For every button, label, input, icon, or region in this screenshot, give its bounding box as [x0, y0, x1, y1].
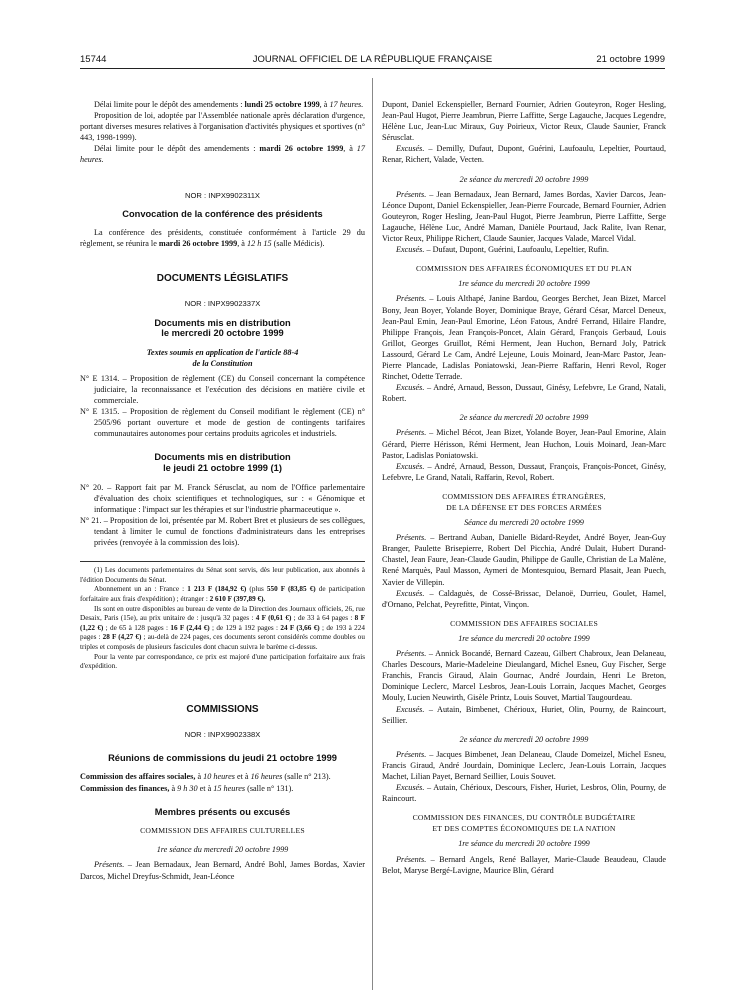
- left-column: [80, 99, 365, 882]
- distribution-heading: Documents mis en distribution: [154, 452, 291, 463]
- attendance-excused: Excusés. – Autain, Bimbenet, Chérioux, Huriet, Olin, Pourny, de Raincourt, Seillier.: [382, 704, 666, 725]
- commission-title: COMMISSION DES AFFAIRES ÉTRANGÈRES,: [442, 491, 606, 501]
- distribution-heading: Documents mis en distribution: [154, 317, 291, 328]
- page-number: 15744: [80, 54, 107, 65]
- attendance-present: Présents. – Louis Althapé, Janine Bardou, Georges Berchet, Jean Bizet, Marcel Bony, Jean Boyer, Yolande Boyer, Dominique Braye, Gérard César, Marcel Deneux, Jean-Paul Emin, Jean-Paul Emorine, Léon Fatous, André Ferrand, Hilaire Flandre, Philippe François, Jean François-Poncet, Alain Gérard, François Gerbaud, Louis Grillot, Georges Gruillot, Rémi Herment, Jean Huchon, Bernard Joly, Patrick Lassourd, Gérard Le Cam, André Lejeune, Louis Moinard, Jean-Marc Pastor, Jean-Pierre Plancade, Ladislas Poniatowski, Jean-Pierre Raffarin, Henri Revol, Roger Rinchet, Odette Terrade.: [382, 294, 666, 382]
- amendment-deadline-1: Délai limite pour le dépôt des amendements : lundi 25 octobre 1999, à 17 heures.: [94, 100, 364, 109]
- footnote: (1) Les documents parlementaires du Sénat sont servis, dès leur publication, aux abonnés à l'édition Documents du Sénat.: [80, 566, 365, 584]
- attendance-continued: Dupont, Daniel Eckenspieller, Bernard Fournier, Adrien Gouteyron, Roger Hesling, Jean-Paul Hugot, Pierre Jeambrun, Pierre Laffitte, Serge Lagauche, Jacques Legendre, Hélène Luc, Jean-Luc Miraux, Guy Poirieux, Victor Reux, Claude Saunier, Franck Sérusclat.: [382, 100, 666, 143]
- nor-reference: NOR : INPX9902338X: [184, 729, 261, 739]
- attendance-present: Présents. – Bernard Angels, René Ballayer, Marie-Claude Beaudeau, Claude Belot, Maryse Bergé-Lavigne, Maurice Blin, Gérard: [382, 854, 666, 875]
- meeting-entry: Commission des affaires sociales, à 10 heures et à 16 heures (salle n° 213).: [80, 772, 331, 782]
- session-title: 1re séance du mercredi 20 octobre 1999: [458, 279, 590, 289]
- attendance-excused: Excusés. – André, Arnaud, Besson, Dussaut, Ginésy, Lefebvre, Le Grand, Natali, Robert.: [382, 383, 666, 404]
- texts-heading: Textes soumis en application de l'article 88-4: [146, 347, 299, 357]
- issue-date: 21 octobre 1999: [596, 54, 665, 65]
- attendance-present: Présents. – Jean Bernadaux, Jean Bernard, André Bohl, James Bordas, Xavier Darcos, Michel Dreyfus-Schmidt, Jean-Léonce: [80, 860, 365, 881]
- commission-title: COMMISSION DES AFFAIRES SOCIALES: [450, 618, 598, 628]
- commission-title-2: DE LA DÉFENSE ET DES FORCES ARMÉES: [446, 503, 602, 512]
- document-entry: N° 21. – Proposition de loi, présentée par M. Robert Bret et plusieurs de ses collègues, tendant à limiter le cumul de fonctions d'administrateurs dans les entreprises privées (renvoyée à la commission des lois).: [80, 515, 365, 548]
- bill-proposal: Proposition de loi, adoptée par l'Assemblée nationale après déclaration d'urgence, portant diverses mesures relatives à l'organisation d'activités physiques et sportives (n° 443, 1998-1999).: [80, 111, 365, 143]
- session-title: 1re séance du mercredi 20 octobre 1999: [156, 845, 289, 855]
- session-title: 1re séance du mercredi 20 octobre 1999: [458, 839, 590, 849]
- meeting-entry: Commission des finances, à 9 h 30 et à 15 heures (salle n° 131).: [80, 783, 294, 793]
- session-title: 2e séance du mercredi 20 octobre 1999: [459, 174, 589, 184]
- footnote-subscription: Abonnement un an : France : 1 213 F (184,92 €) (plus 550 F (83,85 €) de participation forfaitaire aux frais d'expédition) ; étranger : 2 610 F (397,89 €).: [80, 585, 365, 603]
- attendance-excused: Excusés. – André, Arnaud, Besson, Dussaut, François, François-Poncet, Ginésy, Lefebvre, Le Grand, Natali, Raffarin, Revol, Robert.: [382, 461, 666, 482]
- commission-title: COMMISSION DES AFFAIRES ÉCONOMIQUES ET DU PLAN: [415, 264, 633, 274]
- attendance-present: Présents. – Michel Bécot, Jean Bizet, Yolande Boyer, Jean-Paul Emorine, Alain Gérard, Pierre Hérisson, Rémi Herment, Jean Huchon, Louis Moinard, Jean-Marc Pastor, Ladislas Poniatowski.: [382, 428, 666, 460]
- right-column: [382, 99, 666, 876]
- meetings-heading: Réunions de commissions du jeudi 21 octobre 1999: [108, 752, 337, 763]
- commission-title-2: ET DES COMPTES ÉCONOMIQUES DE LA NATION: [432, 824, 616, 834]
- attendance-excused: Excusés. – Caldaguès, de Cossé-Brissac, Delanoë, Durrieu, Goulet, Hamel, d'Ornano, Pelchat, Peyrefitte, Pintat, Vinçon.: [382, 588, 666, 609]
- commission-title: COMMISSION DES FINANCES, DU CONTRÔLE BUDGÉTAIRE: [412, 813, 636, 823]
- nor-reference: NOR : INPX9902337X: [184, 299, 261, 309]
- distribution-date: le mercredi 20 octobre 1999: [161, 328, 284, 339]
- section-title: COMMISSIONS: [186, 703, 259, 715]
- attendance-present: Présents. – Jean Bernadaux, Jean Bernard, James Bordas, Xavier Darcos, Jean-Léonce Dupont, Daniel Eckenspieller, Jean-Pierre Fourcade, Bernard Fournier, Adrien Gouteyron, Roger Hesling, Jean-Paul Hugot, Pierre Jeambrun, Pierre Laffitte, Serge Lagauche, Hélène Luc, André Maman, Danièle Pourtaud, Jack Ralite, Ivan Renar, Victor Reux, Philippe Richert, Claude Saunier, Jacques Valade, Marcel Vidal.: [382, 189, 666, 244]
- session-title: Séance du mercredi 20 octobre 1999: [464, 518, 584, 528]
- journal-title: JOURNAL OFFICIEL DE LA RÉPUBLIQUE FRANÇAISE: [252, 54, 493, 65]
- page-header: [80, 54, 665, 68]
- attendance-excused: Excusés. – Autain, Chérioux, Descours, Fisher, Huriet, Lesbros, Olin, Pourny, de Raincourt.: [382, 783, 666, 804]
- document-entry: N° E 1315. – Proposition de règlement du Conseil modifiant le règlement (CE) n° 2505/96 portant ouverture et mode de gestion de contingents tarifaires communautaires autonomes pour certains produits agricoles et industriels.: [80, 407, 365, 439]
- column-divider: [372, 78, 373, 990]
- header-rule: [80, 68, 665, 69]
- section-title: DOCUMENTS LÉGISLATIFS: [156, 273, 289, 285]
- session-title: 1re séance du mercredi 20 octobre 1999: [458, 633, 590, 643]
- commission-title: COMMISSION DES AFFAIRES CULTURELLES: [140, 826, 305, 836]
- nor-reference: NOR : INPX9902311X: [185, 190, 260, 200]
- footnote: Pour la vente par correspondance, ce prix est majoré d'une participation forfaitaire aux frais d'expédition.: [80, 652, 365, 671]
- document-entry: N° E 1314. – Proposition de règlement (CE) du Conseil concernant la compétence judiciaire, la reconnaissance et l'exécution des décisions en matière civile et commerciale.: [80, 373, 365, 406]
- conference-paragraph: La conférence des présidents, constituée conformément à l'article 29 du règlement, se réunira le mardi 26 octobre 1999, à 12 h 15 (salle Médicis).: [80, 228, 365, 249]
- amendment-deadline-2: Délai limite pour le dépôt des amendements : mardi 26 octobre 1999, à 17 heures.: [80, 144, 365, 165]
- document-entry: N° 20. – Rapport fait par M. Franck Sérusclat, au nom de l'Office parlementaire d'évaluation des choix scientifiques et technologiques, sur : « Génomique et informatique : l'impact sur les thérapies et sur l'industrie pharmaceutique ».: [80, 482, 365, 514]
- members-heading: Membres présents ou excusés: [154, 806, 291, 817]
- attendance-present: Présents. – Jacques Bimbenet, Jean Delaneau, Claude Domeizel, Michel Esneu, Francis Giraud, André Jourdain, Dominique Leclerc, Jean-Louis Lorrain, Jacques Machet, Lilian Payet, Bernard Seillier, Louis Souvet.: [382, 749, 666, 781]
- texts-heading-2: de la Constitution: [192, 358, 253, 368]
- attendance-present: Présents. – Bertrand Auban, Danielle Bidard-Reydet, André Boyer, Jean-Guy Branger, Paulette Brisepierre, Robert Del Picchia, André Dulait, Hubert Durand-Chastel, Jean Faure, Jean-Claude Gaudin, Philippe de Gaulle, Christian de La Malène, René Marquès, Paul Masson, Aymeri de Montesquiou, Bernard Plasait, Jean Puech, Xavier de Villepin.: [382, 533, 666, 587]
- section-heading: Convocation de la conférence des présidents: [122, 208, 323, 219]
- session-title: 2e séance du mercredi 20 octobre 1999: [459, 734, 589, 744]
- attendance-excused: Excusés. – Dufaut, Dupont, Guérini, Laufoaulu, Lepeltier, Rufin.: [396, 245, 609, 255]
- footnote-prices: Ils sont en outre disponibles au bureau de vente de la Direction des Journaux officiels, 26, rue Desaix, Paris (15e), au prix unitaire de : jusqu'à 32 pages : 4 F (0,61 €) ; de 33 à 64 pages : 8 F (1,22 €) ; de 65 à 128 pages : 16 F (2,44 €) ; de 129 à 192 pages : 24 F (3,66 €) ; de 193 à 224 pages : 28 F (4,27 €) ; au-delà de 224 pages, ces documents seront considérés comme doubles ou triples et composés de plusieurs fascicules dont chacun suivra le barème ci-dessus.: [80, 604, 365, 651]
- attendance-excused: Excusés. – Demilly, Dufaut, Dupont, Guérini, Laufoaulu, Lepeltier, Pourtaud, Renar, Richert, Valade, Vecten.: [382, 144, 666, 165]
- distribution-date: le jeudi 21 octobre 1999 (1): [163, 463, 282, 474]
- attendance-present: Présents. – Annick Bocandé, Bernard Cazeau, Gilbert Chabroux, Jean Delaneau, Charles Descours, Marie-Madeleine Dieulangard, Michel Esneu, Guy Fischer, Serge Franchis, Francis Giraud, Alain Gournac, André Jourdain, Henri Le Breton, Dominique Leclerc, Marcel Lesbros, Jean-Louis Lorrain, Jacques Machet, Georges Mouly, Lucien Neuwirth, Gisèle Printz, Louis Souvet, Martial Taugourdeau.: [382, 649, 666, 703]
- session-title: 2e séance du mercredi 20 octobre 1999: [459, 413, 589, 423]
